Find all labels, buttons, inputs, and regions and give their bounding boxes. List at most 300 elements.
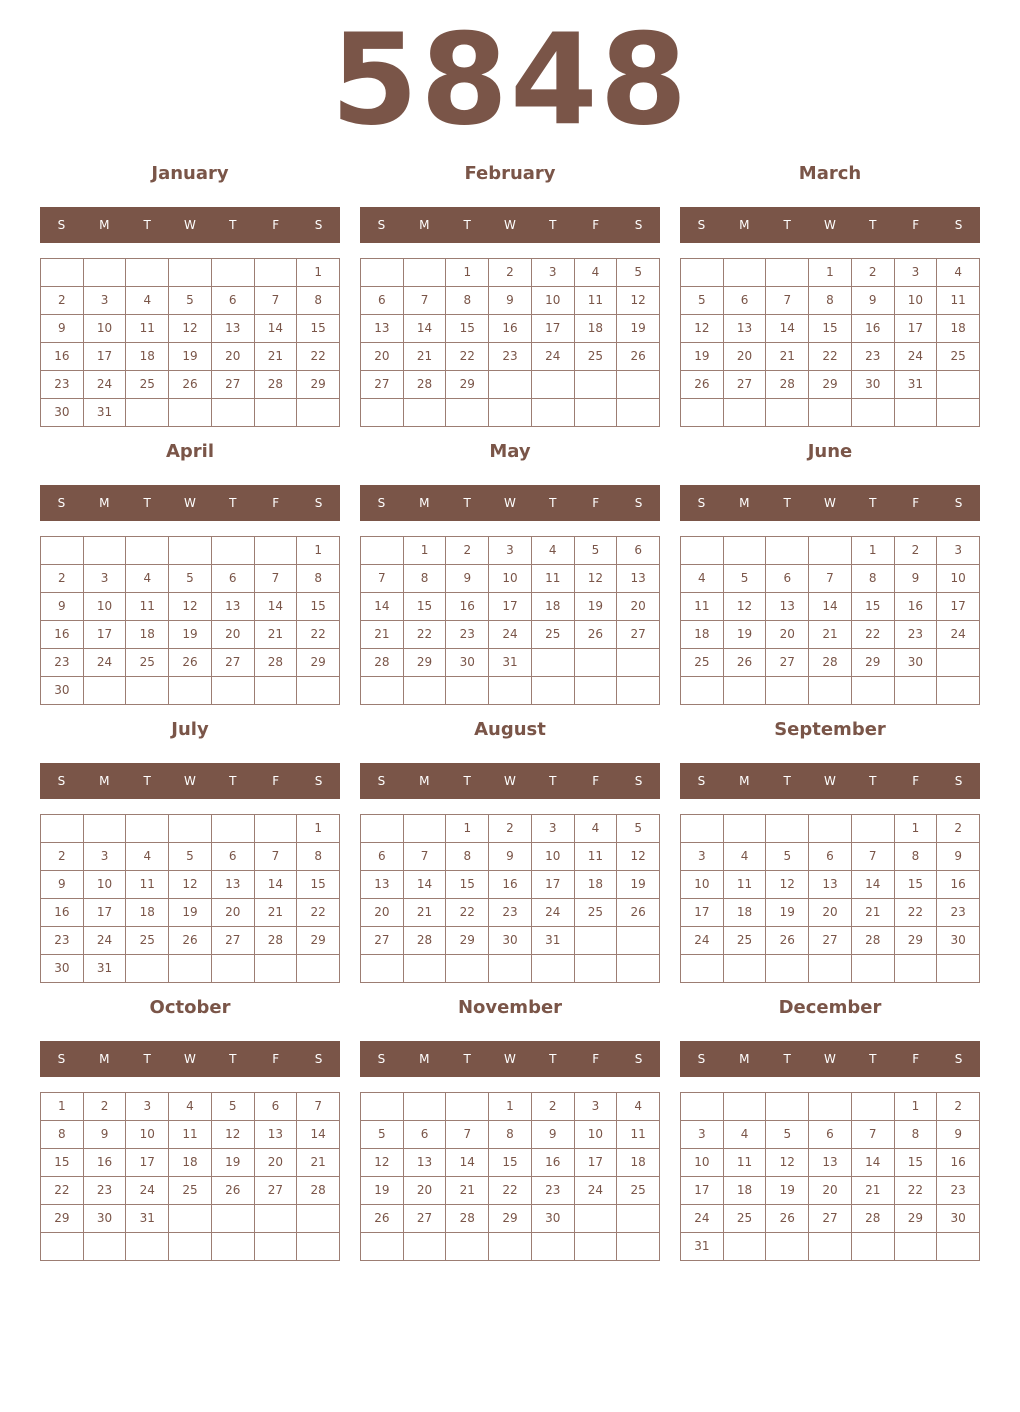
day-cell: 26 xyxy=(212,1177,255,1205)
day-cell: 22 xyxy=(895,1177,938,1205)
day-cell: 7 xyxy=(404,843,447,871)
weekday-label: T xyxy=(549,218,557,232)
empty-day-cell xyxy=(84,815,127,843)
empty-day-cell xyxy=(489,955,532,983)
day-cell: 11 xyxy=(575,287,618,315)
day-cell: 15 xyxy=(404,593,447,621)
day-cell: 15 xyxy=(446,315,489,343)
day-cell: 6 xyxy=(361,287,404,315)
empty-day-cell xyxy=(895,955,938,983)
day-cell: 20 xyxy=(809,1177,852,1205)
day-cell: 29 xyxy=(446,371,489,399)
day-cell: 31 xyxy=(532,927,575,955)
weekday-header xyxy=(360,207,660,243)
empty-day-cell xyxy=(724,1093,767,1121)
weekday-header xyxy=(680,207,980,243)
weekday-label: F xyxy=(912,774,920,788)
day-cell: 26 xyxy=(724,649,767,677)
day-cell: 13 xyxy=(361,871,404,899)
day-cell: 27 xyxy=(212,927,255,955)
empty-day-cell xyxy=(532,649,575,677)
day-cell: 15 xyxy=(41,1149,84,1177)
day-grid xyxy=(360,814,660,983)
day-grid xyxy=(360,258,660,427)
day-cell: 9 xyxy=(41,315,84,343)
day-cell: 19 xyxy=(169,343,212,371)
day-cell: 4 xyxy=(681,565,724,593)
day-cell: 6 xyxy=(255,1093,298,1121)
day-cell: 8 xyxy=(895,843,938,871)
day-cell: 14 xyxy=(446,1149,489,1177)
empty-day-cell xyxy=(255,537,298,565)
day-cell: 15 xyxy=(297,871,340,899)
day-cell: 3 xyxy=(84,287,127,315)
day-cell: 14 xyxy=(852,1149,895,1177)
weekday-label: S xyxy=(634,218,643,232)
weekday-label: T xyxy=(229,218,237,232)
day-cell: 1 xyxy=(852,537,895,565)
day-cell: 22 xyxy=(489,1177,532,1205)
day-cell: 24 xyxy=(84,649,127,677)
day-cell: 16 xyxy=(84,1149,127,1177)
empty-day-cell xyxy=(937,677,980,705)
empty-day-cell xyxy=(724,815,767,843)
day-cell: 21 xyxy=(809,621,852,649)
weekday-label: T xyxy=(869,1052,877,1066)
empty-day-cell xyxy=(361,1233,404,1261)
day-cell: 31 xyxy=(84,399,127,427)
day-cell: 25 xyxy=(126,649,169,677)
empty-day-cell xyxy=(532,1233,575,1261)
day-cell: 7 xyxy=(852,843,895,871)
day-cell: 24 xyxy=(84,371,127,399)
day-cell: 24 xyxy=(681,927,724,955)
empty-day-cell xyxy=(212,677,255,705)
day-cell: 2 xyxy=(446,537,489,565)
weekday-label: S xyxy=(57,1052,66,1066)
empty-day-cell xyxy=(809,537,852,565)
day-cell: 3 xyxy=(84,565,127,593)
weekday-label: T xyxy=(463,218,471,232)
empty-day-cell xyxy=(766,815,809,843)
day-cell: 27 xyxy=(617,621,660,649)
day-cell: 10 xyxy=(532,843,575,871)
weekday-header xyxy=(40,1041,340,1077)
day-cell: 21 xyxy=(255,621,298,649)
empty-day-cell xyxy=(126,259,169,287)
day-cell: 20 xyxy=(766,621,809,649)
empty-day-cell xyxy=(766,1093,809,1121)
day-cell: 29 xyxy=(446,927,489,955)
day-cell: 16 xyxy=(41,621,84,649)
day-cell: 15 xyxy=(895,1149,938,1177)
empty-day-cell xyxy=(681,537,724,565)
day-cell: 28 xyxy=(766,371,809,399)
day-cell: 30 xyxy=(41,677,84,705)
day-cell: 4 xyxy=(617,1093,660,1121)
day-cell: 15 xyxy=(489,1149,532,1177)
day-grid xyxy=(40,258,340,427)
day-cell: 10 xyxy=(895,287,938,315)
day-cell: 18 xyxy=(532,593,575,621)
day-cell: 23 xyxy=(532,1177,575,1205)
day-cell: 22 xyxy=(446,899,489,927)
day-cell: 25 xyxy=(681,649,724,677)
empty-day-cell xyxy=(766,955,809,983)
day-cell: 24 xyxy=(937,621,980,649)
weekday-label: S xyxy=(634,774,643,788)
day-cell: 7 xyxy=(255,565,298,593)
day-cell: 11 xyxy=(724,871,767,899)
day-cell: 28 xyxy=(361,649,404,677)
day-cell: 19 xyxy=(212,1149,255,1177)
empty-day-cell xyxy=(126,399,169,427)
weekday-label: S xyxy=(697,218,706,232)
month-december xyxy=(680,990,980,1268)
weekday-label: S xyxy=(314,774,323,788)
weekday-label: T xyxy=(463,774,471,788)
empty-day-cell xyxy=(766,1233,809,1261)
day-cell: 25 xyxy=(937,343,980,371)
empty-day-cell xyxy=(809,1093,852,1121)
day-cell: 17 xyxy=(937,593,980,621)
weekday-label: T xyxy=(143,218,151,232)
day-cell: 9 xyxy=(489,843,532,871)
weekday-label: F xyxy=(592,1052,600,1066)
weekday-label: S xyxy=(954,496,963,510)
day-cell: 24 xyxy=(126,1177,169,1205)
day-cell: 7 xyxy=(255,287,298,315)
day-cell: 4 xyxy=(575,815,618,843)
day-cell: 12 xyxy=(724,593,767,621)
month-name: August xyxy=(474,719,546,740)
day-cell: 18 xyxy=(126,621,169,649)
month-name: January xyxy=(151,163,229,184)
weekday-label: T xyxy=(229,496,237,510)
day-cell: 2 xyxy=(937,815,980,843)
day-cell: 3 xyxy=(532,259,575,287)
day-cell: 16 xyxy=(852,315,895,343)
day-cell: 6 xyxy=(212,843,255,871)
year-title: 5848 xyxy=(330,6,690,153)
weekday-label: S xyxy=(377,218,386,232)
day-cell: 21 xyxy=(852,899,895,927)
day-cell: 14 xyxy=(404,315,447,343)
empty-day-cell xyxy=(575,1233,618,1261)
weekday-label: F xyxy=(912,496,920,510)
day-cell: 8 xyxy=(446,843,489,871)
day-cell: 2 xyxy=(84,1093,127,1121)
empty-day-cell xyxy=(852,955,895,983)
weekday-label: W xyxy=(504,1052,516,1066)
day-cell: 19 xyxy=(766,899,809,927)
day-cell: 7 xyxy=(297,1093,340,1121)
day-cell: 20 xyxy=(255,1149,298,1177)
day-cell: 7 xyxy=(766,287,809,315)
day-cell: 2 xyxy=(41,843,84,871)
empty-day-cell xyxy=(297,1233,340,1261)
empty-day-cell xyxy=(681,677,724,705)
day-cell: 10 xyxy=(532,287,575,315)
day-cell: 19 xyxy=(766,1177,809,1205)
day-cell: 27 xyxy=(255,1177,298,1205)
empty-day-cell xyxy=(404,677,447,705)
empty-day-cell xyxy=(297,1205,340,1233)
empty-day-cell xyxy=(404,1093,447,1121)
day-cell: 2 xyxy=(489,815,532,843)
day-cell: 1 xyxy=(489,1093,532,1121)
day-cell: 20 xyxy=(724,343,767,371)
day-cell: 8 xyxy=(404,565,447,593)
day-cell: 17 xyxy=(532,871,575,899)
day-cell: 30 xyxy=(532,1205,575,1233)
weekday-label: S xyxy=(377,774,386,788)
day-cell: 28 xyxy=(255,649,298,677)
day-cell: 13 xyxy=(212,315,255,343)
day-cell: 12 xyxy=(681,315,724,343)
day-cell: 3 xyxy=(126,1093,169,1121)
day-cell: 26 xyxy=(361,1205,404,1233)
day-cell: 9 xyxy=(937,843,980,871)
weekday-header xyxy=(360,763,660,799)
weekday-header xyxy=(40,207,340,243)
empty-day-cell xyxy=(617,399,660,427)
empty-day-cell xyxy=(724,677,767,705)
empty-day-cell xyxy=(895,1233,938,1261)
empty-day-cell xyxy=(937,399,980,427)
day-cell: 20 xyxy=(361,899,404,927)
day-cell: 22 xyxy=(895,899,938,927)
day-cell: 15 xyxy=(895,871,938,899)
weekday-header xyxy=(680,485,980,521)
day-cell: 16 xyxy=(41,343,84,371)
weekday-label: T xyxy=(549,1052,557,1066)
day-cell: 21 xyxy=(361,621,404,649)
day-cell: 10 xyxy=(681,871,724,899)
day-cell: 8 xyxy=(852,565,895,593)
day-cell: 13 xyxy=(809,1149,852,1177)
weekday-label: T xyxy=(549,496,557,510)
day-grid xyxy=(680,1092,980,1261)
weekday-label: S xyxy=(57,774,66,788)
day-cell: 11 xyxy=(617,1121,660,1149)
day-cell: 11 xyxy=(126,871,169,899)
day-cell: 26 xyxy=(681,371,724,399)
day-cell: 12 xyxy=(766,1149,809,1177)
day-cell: 31 xyxy=(895,371,938,399)
day-cell: 2 xyxy=(937,1093,980,1121)
day-cell: 9 xyxy=(41,593,84,621)
month-name: September xyxy=(774,719,886,740)
day-cell: 31 xyxy=(126,1205,169,1233)
month-october xyxy=(40,990,340,1268)
day-cell: 24 xyxy=(532,343,575,371)
weekday-label: S xyxy=(954,1052,963,1066)
empty-day-cell xyxy=(361,815,404,843)
day-cell: 29 xyxy=(809,371,852,399)
empty-day-cell xyxy=(255,399,298,427)
day-cell: 14 xyxy=(404,871,447,899)
weekday-label: W xyxy=(184,496,196,510)
weekday-label: S xyxy=(314,1052,323,1066)
day-cell: 3 xyxy=(532,815,575,843)
day-cell: 22 xyxy=(41,1177,84,1205)
weekday-header xyxy=(360,1041,660,1077)
weekday-label: W xyxy=(504,774,516,788)
day-cell: 2 xyxy=(489,259,532,287)
day-cell: 14 xyxy=(255,871,298,899)
day-cell: 31 xyxy=(84,955,127,983)
month-february xyxy=(360,156,660,434)
day-cell: 22 xyxy=(404,621,447,649)
day-cell: 29 xyxy=(489,1205,532,1233)
weekday-label: W xyxy=(824,1052,836,1066)
weekday-label: M xyxy=(99,774,110,788)
day-cell: 29 xyxy=(297,649,340,677)
day-cell: 16 xyxy=(489,315,532,343)
day-cell: 28 xyxy=(809,649,852,677)
empty-day-cell xyxy=(681,259,724,287)
day-cell: 19 xyxy=(681,343,724,371)
weekday-label: F xyxy=(272,496,280,510)
day-cell: 21 xyxy=(255,343,298,371)
weekday-label: S xyxy=(314,218,323,232)
empty-day-cell xyxy=(724,1233,767,1261)
day-cell: 29 xyxy=(852,649,895,677)
weekday-label: F xyxy=(592,496,600,510)
empty-day-cell xyxy=(212,1205,255,1233)
weekday-label: M xyxy=(419,496,430,510)
day-cell: 14 xyxy=(255,593,298,621)
empty-day-cell xyxy=(255,1233,298,1261)
empty-day-cell xyxy=(169,955,212,983)
day-cell: 6 xyxy=(404,1121,447,1149)
day-cell: 28 xyxy=(404,371,447,399)
day-cell: 19 xyxy=(724,621,767,649)
empty-day-cell xyxy=(617,955,660,983)
day-cell: 26 xyxy=(766,1205,809,1233)
day-cell: 30 xyxy=(895,649,938,677)
empty-day-cell xyxy=(361,955,404,983)
weekday-header xyxy=(40,763,340,799)
day-cell: 4 xyxy=(724,1121,767,1149)
day-cell: 8 xyxy=(489,1121,532,1149)
weekday-label: T xyxy=(783,496,791,510)
weekday-header xyxy=(680,763,980,799)
day-cell: 8 xyxy=(809,287,852,315)
weekday-label: T xyxy=(549,774,557,788)
day-cell: 26 xyxy=(617,343,660,371)
day-cell: 24 xyxy=(575,1177,618,1205)
empty-day-cell xyxy=(617,927,660,955)
empty-day-cell xyxy=(169,815,212,843)
day-cell: 14 xyxy=(766,315,809,343)
day-cell: 14 xyxy=(255,315,298,343)
empty-day-cell xyxy=(126,677,169,705)
day-cell: 5 xyxy=(169,565,212,593)
day-cell: 21 xyxy=(766,343,809,371)
day-cell: 25 xyxy=(126,927,169,955)
weekday-label: M xyxy=(419,774,430,788)
month-july xyxy=(40,712,340,990)
empty-day-cell xyxy=(446,1093,489,1121)
day-cell: 18 xyxy=(575,315,618,343)
day-cell: 7 xyxy=(255,843,298,871)
day-cell: 5 xyxy=(617,259,660,287)
day-cell: 18 xyxy=(617,1149,660,1177)
day-cell: 23 xyxy=(41,649,84,677)
weekday-label: M xyxy=(739,496,750,510)
day-cell: 6 xyxy=(361,843,404,871)
day-cell: 21 xyxy=(404,343,447,371)
empty-day-cell xyxy=(255,815,298,843)
empty-day-cell xyxy=(126,955,169,983)
day-grid xyxy=(360,536,660,705)
empty-day-cell xyxy=(617,677,660,705)
empty-day-cell xyxy=(361,399,404,427)
empty-day-cell xyxy=(361,537,404,565)
day-cell: 1 xyxy=(809,259,852,287)
day-cell: 30 xyxy=(84,1205,127,1233)
day-cell: 5 xyxy=(212,1093,255,1121)
day-cell: 26 xyxy=(766,927,809,955)
day-cell: 23 xyxy=(937,1177,980,1205)
day-cell: 27 xyxy=(809,1205,852,1233)
empty-day-cell xyxy=(681,815,724,843)
day-cell: 25 xyxy=(169,1177,212,1205)
month-november xyxy=(360,990,660,1268)
empty-day-cell xyxy=(575,1205,618,1233)
day-cell: 20 xyxy=(404,1177,447,1205)
empty-day-cell xyxy=(489,399,532,427)
empty-day-cell xyxy=(404,1233,447,1261)
day-cell: 12 xyxy=(212,1121,255,1149)
day-cell: 8 xyxy=(297,565,340,593)
day-cell: 19 xyxy=(575,593,618,621)
empty-day-cell xyxy=(255,677,298,705)
weekday-label: S xyxy=(634,496,643,510)
weekday-label: W xyxy=(504,496,516,510)
day-cell: 16 xyxy=(489,871,532,899)
day-cell: 28 xyxy=(852,927,895,955)
month-name: April xyxy=(165,441,215,462)
weekday-label: M xyxy=(419,1052,430,1066)
day-cell: 9 xyxy=(446,565,489,593)
day-cell: 3 xyxy=(681,843,724,871)
empty-day-cell xyxy=(766,259,809,287)
day-cell: 23 xyxy=(84,1177,127,1205)
day-cell: 2 xyxy=(41,287,84,315)
day-cell: 29 xyxy=(895,927,938,955)
day-cell: 7 xyxy=(852,1121,895,1149)
weekday-label: S xyxy=(697,1052,706,1066)
empty-day-cell xyxy=(361,1093,404,1121)
day-cell: 8 xyxy=(895,1121,938,1149)
empty-day-cell xyxy=(575,927,618,955)
day-cell: 25 xyxy=(617,1177,660,1205)
day-cell: 13 xyxy=(724,315,767,343)
empty-day-cell xyxy=(852,677,895,705)
day-cell: 11 xyxy=(126,593,169,621)
day-cell: 25 xyxy=(126,371,169,399)
day-cell: 15 xyxy=(297,315,340,343)
day-cell: 22 xyxy=(297,621,340,649)
day-cell: 12 xyxy=(766,871,809,899)
empty-day-cell xyxy=(169,1205,212,1233)
day-cell: 21 xyxy=(404,899,447,927)
empty-day-cell xyxy=(446,1233,489,1261)
day-cell: 9 xyxy=(852,287,895,315)
